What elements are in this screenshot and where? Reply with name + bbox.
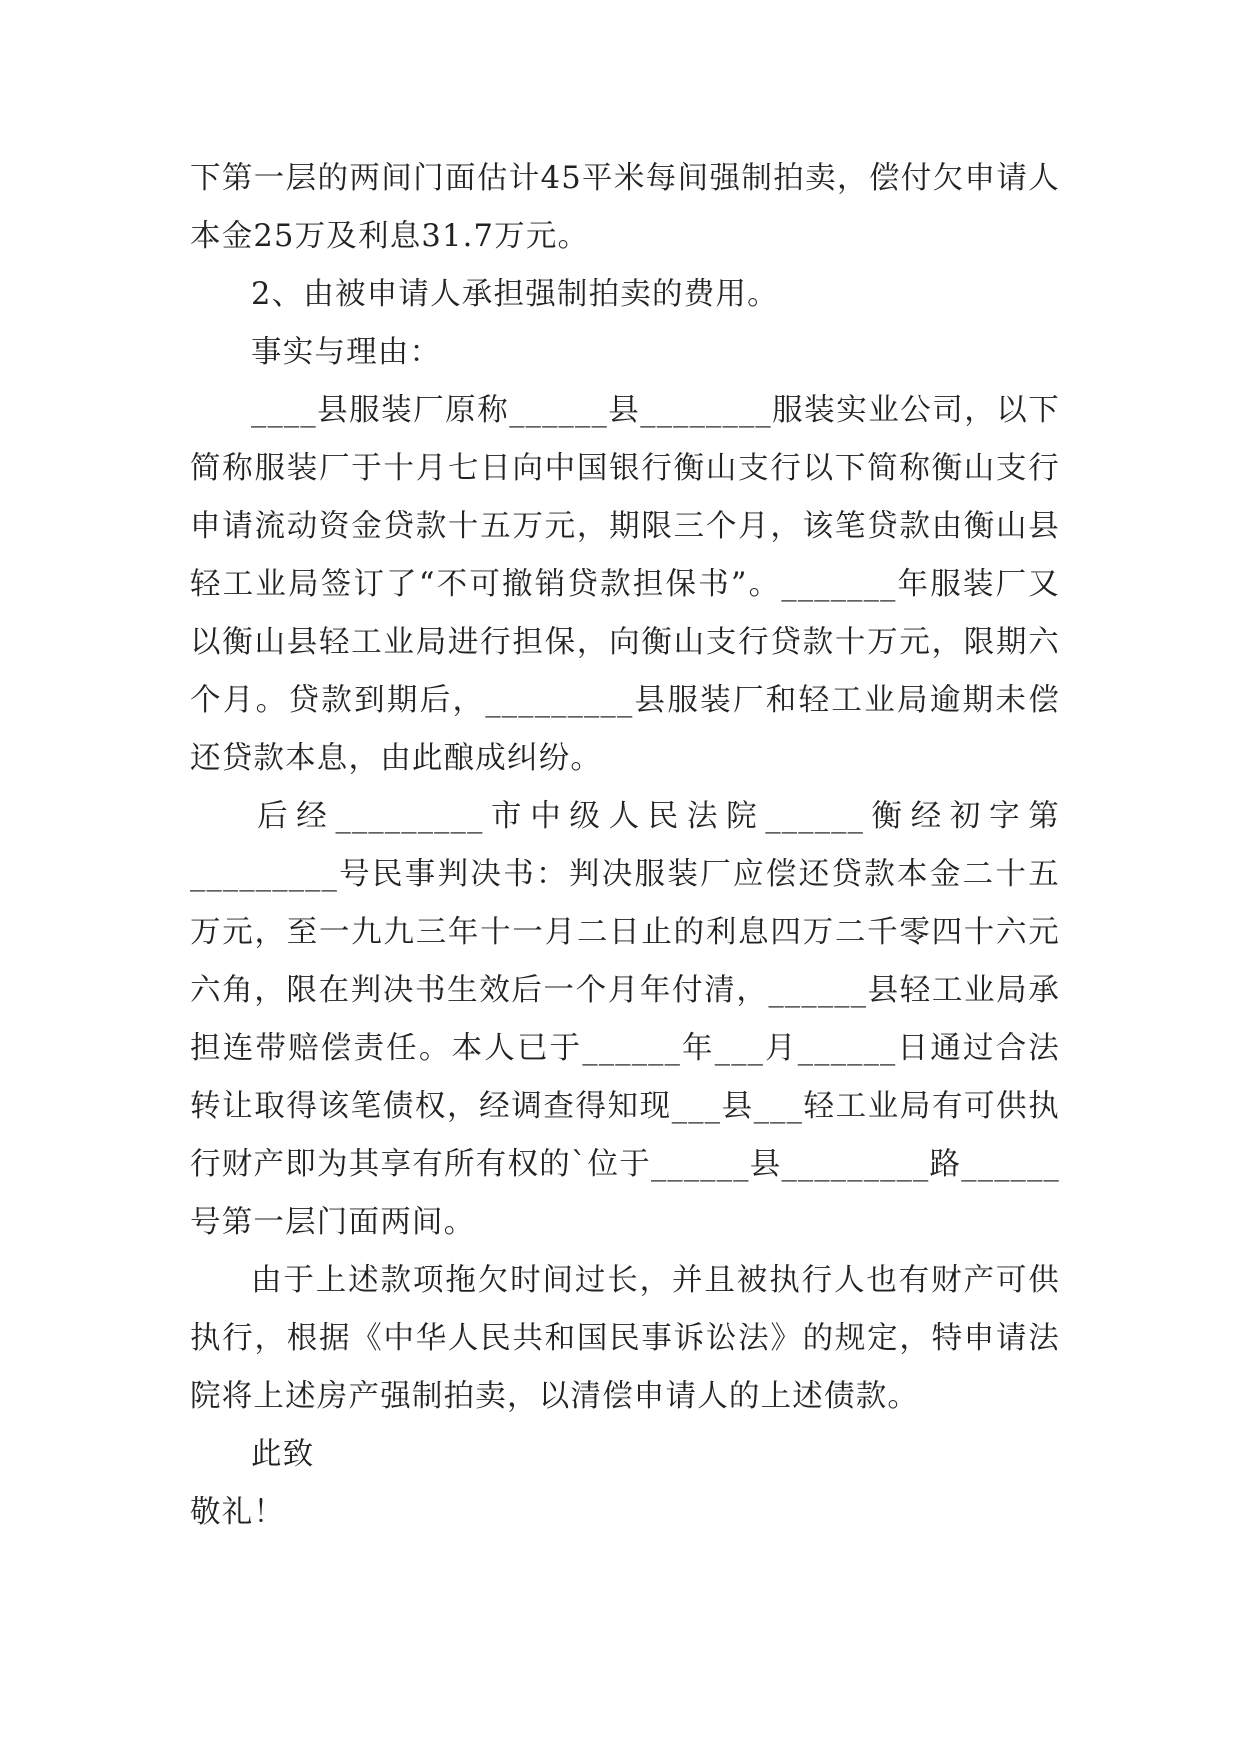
section-heading-facts: 事实与理由： <box>251 335 442 370</box>
closing-salutation: 此致 <box>251 1437 315 1472</box>
paragraph-loan-facts: ____县服装厂原称______县________服装实业公司，以下简称服装厂于十月七日向中国银行衡山支行以下简称衡山支行申请流动资金贷款十五万元，期限三个月，该笔贷款由衡山县轻工业局签订了“不可撤销贷款担保书”。_______年服装厂又以衡山县轻工业局进行担保，向衡山支行贷款十万元，限期六个月。贷款到期后，_________县服装厂和轻工业局逾期未偿还贷款本息，由此酿成纠纷。 <box>190 393 1060 776</box>
paragraph-judgment: 后经_________市中级人民法院______衡经初字第_________号民事判决书：判决服装厂应偿还贷款本金二十五万元，至一九九三年十一月二日止的利息四万二千零四十六元六角，限在判决书生效后一个月年付清，______县轻工业局承担连带赔偿责任。本人已于______年___月______日通过合法转让取得该笔债权，经调查得知现___县___轻工业局有可供执行财产即为其享有所有权的`位于______县_________路______号第一层门面两间。 <box>190 799 1060 1240</box>
closing-regards: 敬礼！ <box>190 1495 286 1530</box>
paragraph-claim-continued: 下第一层的两间门面估计45平米每间强制拍卖，偿付欠申请人本金25万及利息31.7万元。 <box>190 161 1060 254</box>
paragraph-request: 由于上述款项拖欠时间过长，并且被执行人也有财产可供执行，根据《中华人民共和国民事诉讼法》的规定，特申请法院将上述房产强制拍卖，以清偿申请人的上述债款。 <box>190 1263 1060 1414</box>
paragraph-claim-2: 2、由被申请人承担强制拍卖的费用。 <box>251 277 779 312</box>
document-body <box>190 150 1060 1542</box>
